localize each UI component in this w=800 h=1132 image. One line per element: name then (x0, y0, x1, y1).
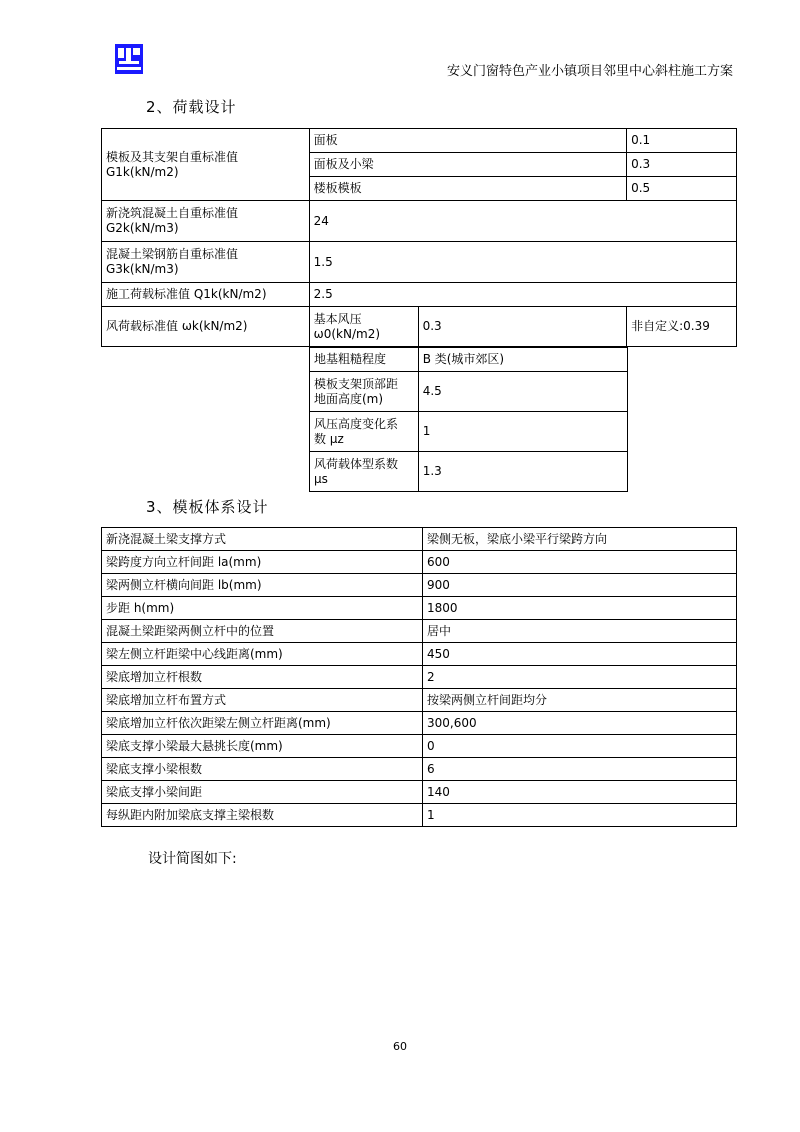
g1k-item-name: 面板及小梁 (309, 153, 626, 177)
formwork-param-value: 600 (423, 551, 737, 574)
g1k-label: 模板及其支架自重标准值 G1k(kN/m2) (102, 129, 310, 201)
table-row (102, 666, 737, 689)
formwork-param-name: 混凝土梁距梁两侧立杆中的位置 (102, 620, 423, 643)
wind-param-value: 1.3 (418, 452, 627, 492)
g1k-item-value: 0.5 (627, 177, 737, 201)
table-row (102, 283, 737, 307)
wind-param-name: 模板支架顶部距 地面高度(m) (310, 372, 419, 412)
table-row (102, 804, 737, 827)
formwork-param-name: 梁底支撑小梁最大悬挑长度(mm) (102, 735, 423, 758)
wind-pressure-value: 0.3 (418, 307, 627, 347)
formwork-param-name: 梁两侧立杆横向间距 lb(mm) (102, 574, 423, 597)
formwork-param-name: 每纵距内附加梁底支撑主梁根数 (102, 804, 423, 827)
wind-param-value: 1 (418, 412, 627, 452)
table-row (102, 781, 737, 804)
g1k-item-value: 0.1 (627, 129, 737, 153)
table-row (102, 201, 737, 242)
table-row (310, 372, 628, 412)
wind-param-name: 风荷载体型系数 μs (310, 452, 419, 492)
formwork-param-name: 梁底增加立杆依次距梁左侧立杆距离(mm) (102, 712, 423, 735)
table-row (102, 689, 737, 712)
table-row (310, 348, 628, 372)
formwork-param-value: 梁侧无板，梁底小梁平行梁跨方向 (423, 528, 737, 551)
wind-parameters-table (309, 347, 628, 492)
formwork-param-value: 1 (423, 804, 737, 827)
section-title-formwork-design: 3、模板体系设计 (146, 498, 269, 516)
formwork-param-value: 0 (423, 735, 737, 758)
page-number: 60 (393, 1040, 407, 1053)
formwork-param-value: 按梁两侧立杆间距均分 (423, 689, 737, 712)
formwork-param-name: 新浇混凝土梁支撑方式 (102, 528, 423, 551)
formwork-param-name: 梁左侧立杆距梁中心线距离(mm) (102, 643, 423, 666)
formwork-system-table (101, 527, 737, 827)
formwork-param-name: 梁底支撑小梁根数 (102, 758, 423, 781)
table-row (102, 597, 737, 620)
formwork-param-name: 梁跨度方向立杆间距 la(mm) (102, 551, 423, 574)
wind-param-name: 地基粗糙程度 (310, 348, 419, 372)
table-row (102, 735, 737, 758)
wind-custom-value: 非自定义:0.39 (627, 307, 737, 347)
q1k-label: 施工荷载标准值 Q1k(kN/m2) (102, 283, 310, 307)
table-row (310, 412, 628, 452)
formwork-param-name: 梁底支撑小梁间距 (102, 781, 423, 804)
section-title-load-design: 2、荷载设计 (146, 98, 237, 116)
wind-load-label: 风荷载标准值 ωk(kN/m2) (102, 307, 310, 347)
table-row (102, 574, 737, 597)
table-row (102, 307, 737, 347)
table-row (102, 129, 737, 153)
g1k-item-name: 楼板模板 (309, 177, 626, 201)
g1k-item-name: 面板 (309, 129, 626, 153)
g3k-value: 1.5 (309, 242, 736, 283)
table-row (102, 712, 737, 735)
formwork-param-value: 1800 (423, 597, 737, 620)
g1k-item-value: 0.3 (627, 153, 737, 177)
wind-param-value: B 类(城市郊区) (418, 348, 627, 372)
formwork-param-value: 900 (423, 574, 737, 597)
formwork-param-name: 步距 h(mm) (102, 597, 423, 620)
load-design-table (101, 128, 737, 347)
table-row (102, 242, 737, 283)
formwork-param-value: 300,600 (423, 712, 737, 735)
document-header-title: 安义门窗特色产业小镇项目邻里中心斜柱施工方案 (446, 64, 733, 79)
table-row (310, 452, 628, 492)
formwork-param-value: 6 (423, 758, 737, 781)
formwork-param-name: 梁底增加立杆根数 (102, 666, 423, 689)
formwork-param-value: 450 (423, 643, 737, 666)
wind-param-name: 风压高度变化系 数 μz (310, 412, 419, 452)
g2k-value: 24 (309, 201, 736, 242)
table-row (102, 620, 737, 643)
wind-param-value: 4.5 (418, 372, 627, 412)
company-logo-icon (115, 44, 143, 74)
table-row (102, 643, 737, 666)
q1k-value: 2.5 (309, 283, 736, 307)
formwork-param-value: 2 (423, 666, 737, 689)
wind-pressure-label: 基本风压 ω0(kN/m2) (309, 307, 418, 347)
table-row (102, 528, 737, 551)
table-row (102, 551, 737, 574)
g3k-label: 混凝土梁钢筋自重标准值 G3k(kN/m3) (102, 242, 310, 283)
design-sketch-note: 设计简图如下: (148, 851, 237, 867)
g2k-label: 新浇筑混凝土自重标准值 G2k(kN/m3) (102, 201, 310, 242)
formwork-param-value: 居中 (423, 620, 737, 643)
formwork-param-value: 140 (423, 781, 737, 804)
table-row (102, 758, 737, 781)
formwork-param-name: 梁底增加立杆布置方式 (102, 689, 423, 712)
